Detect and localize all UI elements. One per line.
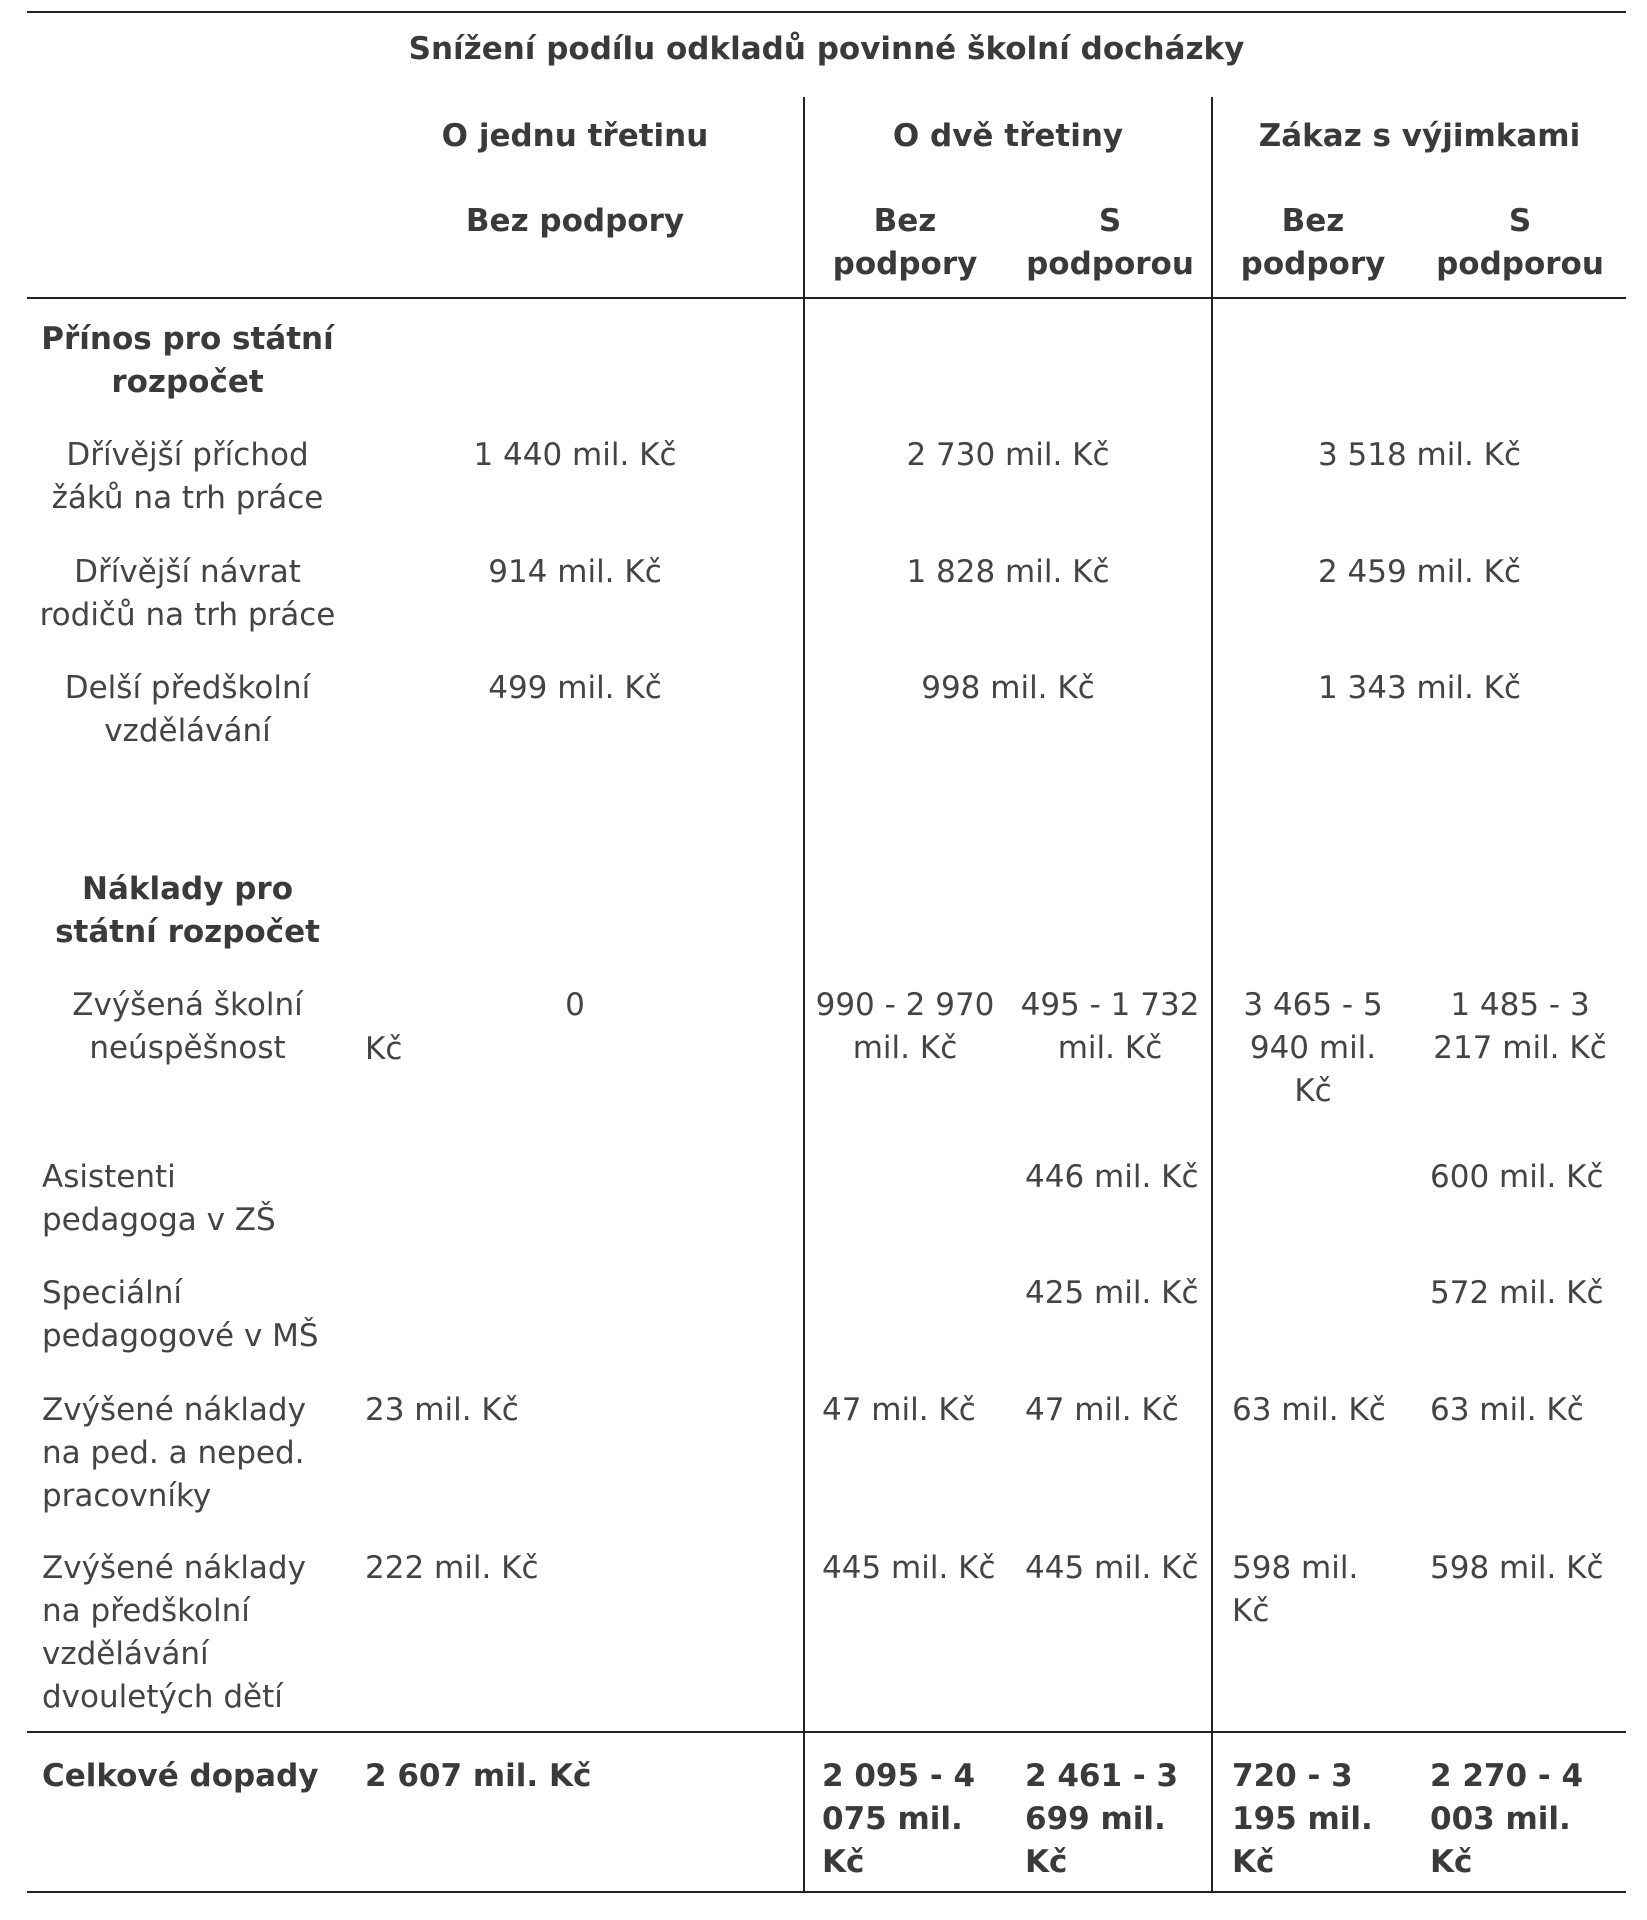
cost-staff-v3-s: 63 mil. Kč [1430, 1392, 1584, 1428]
benefit-v1-2: 914 mil. Kč [488, 554, 662, 590]
cost-assistants-label: Asistenti pedagoga v ZŠ [42, 1159, 276, 1238]
cost-special-label: Speciální pedagogové v MŠ [42, 1275, 319, 1354]
cost-failure-v1-value: 0 [565, 987, 585, 1023]
cost-failure-v1-unit: Kč [365, 1031, 403, 1067]
total-v2-bez: 2 095 - 4 075 mil. Kč [822, 1758, 976, 1880]
cost-staff-v1: 23 mil. Kč [365, 1392, 519, 1428]
column-divider-2 [1211, 97, 1213, 1893]
cost-preschool-v2-bez: 445 mil. Kč [822, 1550, 996, 1586]
cost-preschool-v2-s: 445 mil. Kč [1025, 1550, 1199, 1586]
group-header-3: Zákaz s výjimkami [1258, 118, 1581, 154]
benefit-v1-3: 499 mil. Kč [488, 670, 662, 706]
subheader-g2-bez: Bez podpory [832, 203, 978, 282]
cost-preschool-v3-s: 598 mil. Kč [1430, 1550, 1604, 1586]
total-v1: 2 607 mil. Kč [365, 1758, 592, 1794]
cost-assistants-v3-s: 600 mil. Kč [1430, 1159, 1604, 1195]
subheader-g3-bez: Bez podpory [1240, 203, 1386, 282]
benefit-v3-1: 3 518 mil. Kč [1317, 437, 1522, 473]
total-rule [27, 1731, 1626, 1733]
table-title: Snížení podílu odkladů povinné školní docházky [408, 31, 1245, 67]
total-v3-s: 2 270 - 4 003 mil. Kč [1430, 1758, 1584, 1880]
benefit-v2-1: 2 730 mil. Kč [906, 437, 1110, 473]
cost-failure-label: Zvýšená školní neúspěšnost [72, 987, 303, 1066]
top-rule [27, 11, 1626, 13]
costs-heading: Náklady pro státní rozpočet [55, 871, 320, 950]
benefit-v2-2: 1 828 mil. Kč [906, 554, 1110, 590]
header-rule [27, 297, 1626, 299]
total-label: Celkové dopady [42, 1758, 319, 1794]
cost-special-v2-s: 425 mil. Kč [1025, 1275, 1199, 1311]
cost-special-v3-s: 572 mil. Kč [1430, 1275, 1604, 1311]
group-header-2: O dvě třetiny [892, 118, 1124, 154]
cost-preschool-label: Zvýšené náklady na předškolní vzdělávání dvouletých dětí [42, 1550, 306, 1715]
benefit-v1-1: 1 440 mil. Kč [473, 437, 677, 473]
benefits-heading: Přínos pro státní rozpočet [41, 321, 334, 400]
cost-assistants-v2-s: 446 mil. Kč [1025, 1159, 1199, 1195]
benefit-v3-2: 2 459 mil. Kč [1317, 554, 1522, 590]
cost-failure-v3-bez: 3 465 - 5 940 mil. Kč [1243, 987, 1383, 1109]
subheader-g3-s: S podporou [1436, 203, 1604, 282]
cost-staff-label: Zvýšené náklady na ped. a neped. pracovníky [42, 1392, 306, 1514]
cost-preschool-v3-bez: 598 mil. Kč [1232, 1550, 1359, 1629]
bottom-rule [27, 1891, 1626, 1893]
cost-failure-v3-s: 1 485 - 3 217 mil. Kč [1433, 987, 1607, 1066]
cost-failure-v2-s: 495 - 1 732 mil. Kč [1020, 987, 1200, 1066]
total-v3-bez: 720 - 3 195 mil. Kč [1232, 1758, 1373, 1880]
cost-staff-v2-s: 47 mil. Kč [1025, 1392, 1179, 1428]
benefit-label-1: Dřívější příchod žáků na trh práce [51, 437, 324, 516]
subheader-g1: Bez podpory [465, 203, 685, 239]
benefit-v3-3: 1 343 mil. Kč [1317, 670, 1522, 706]
cost-failure-v2-bez: 990 - 2 970 mil. Kč [815, 987, 995, 1066]
cost-preschool-v1: 222 mil. Kč [365, 1550, 539, 1586]
benefit-label-3: Delší předškolní vzdělávání [64, 670, 311, 749]
benefit-v2-3: 998 mil. Kč [921, 670, 1095, 706]
column-divider-1 [803, 97, 805, 1893]
subheader-g2-s: S podporou [1026, 203, 1194, 282]
total-v2-s: 2 461 - 3 699 mil. Kč [1025, 1758, 1179, 1880]
cost-staff-v2-bez: 47 mil. Kč [822, 1392, 976, 1428]
cost-staff-v3-bez: 63 mil. Kč [1232, 1392, 1386, 1428]
benefit-label-2: Dřívější návrat rodičů na trh práce [39, 554, 336, 633]
group-header-1: O jednu třetinu [441, 118, 709, 154]
